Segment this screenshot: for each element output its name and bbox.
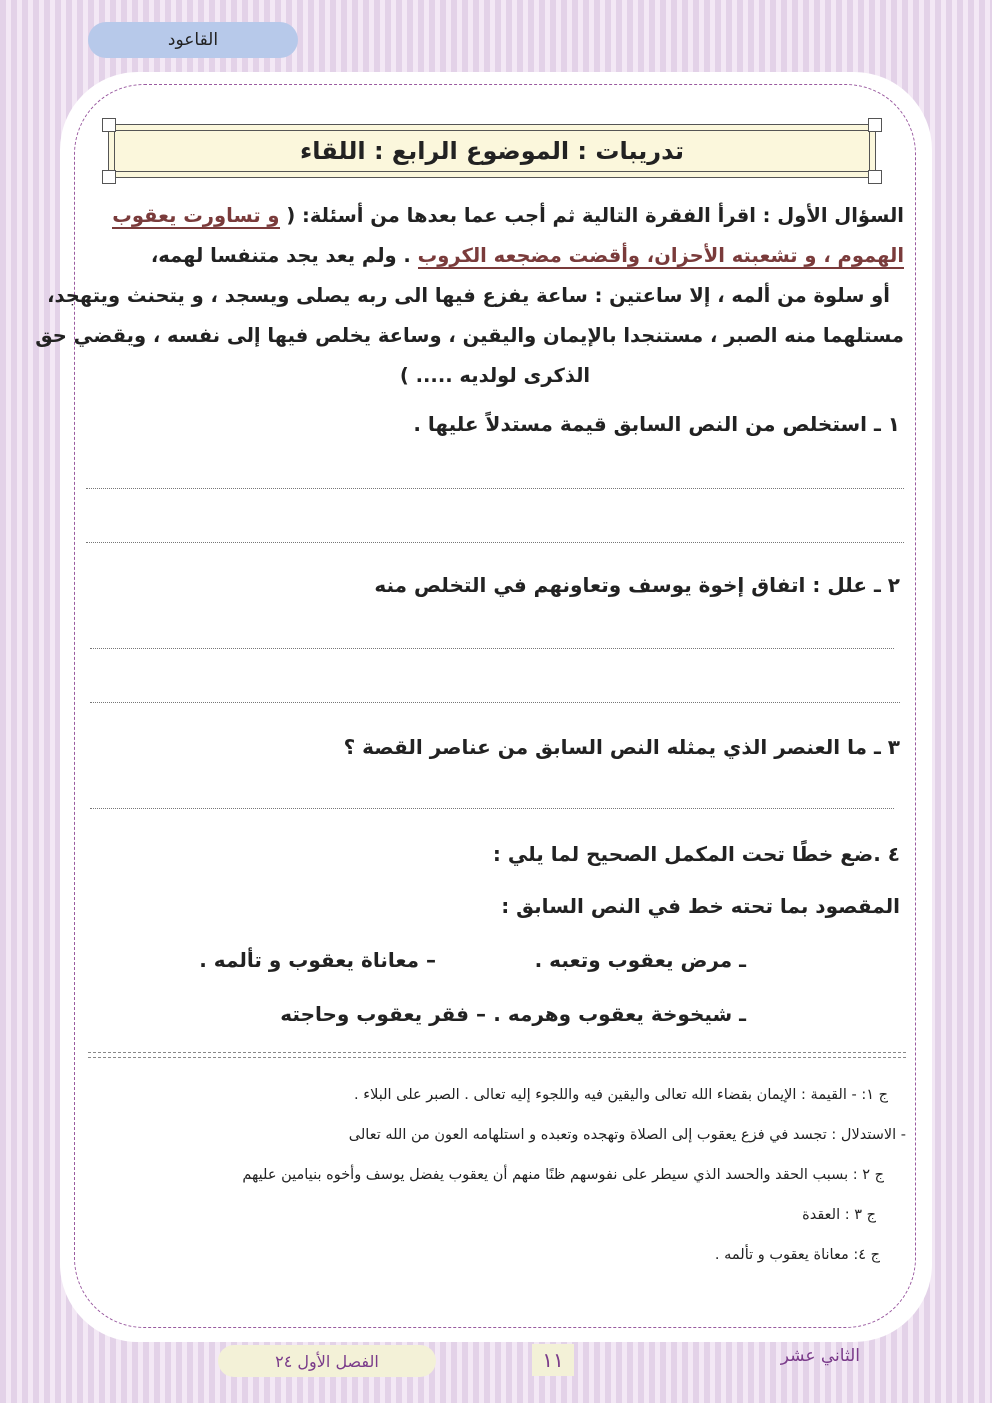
passage-line — [86, 196, 904, 236]
answer-3: ج ٣ : العقدة — [802, 1207, 876, 1223]
passage-text: . ولم يعد يجد متنفسا لهمه، — [150, 244, 418, 267]
answer-line — [86, 542, 904, 543]
frame-corner-ornament — [868, 118, 882, 132]
term-label-text: الفصل الأول ٢٤ — [275, 1351, 379, 1371]
question-4: ٤ .ضع خطًا تحت المكمل الصحيح لما يلي : — [492, 842, 900, 866]
option-3: ـ شيخوخة يعقوب وهرمه . — [493, 1002, 746, 1026]
question-1: ١ ـ استخلص من النص السابق قيمة مستدلاً عليها . — [413, 412, 900, 436]
reading-passage — [35, 196, 904, 396]
page-number-text: ١١ — [542, 1348, 564, 1372]
answers-separator — [88, 1052, 906, 1058]
option-4: – فقر يعقوب وحاجته — [280, 1002, 486, 1026]
frame-corner-ornament — [102, 170, 116, 184]
passage-line: مستلهما منه الصبر ، مستنجدا بالإيمان واليقين ، وساعة يخلص فيها إلى نفسه ، ويقضي حق — [35, 324, 904, 347]
answer-line — [90, 648, 894, 649]
passage-line: أو سلوة من ألمه ، إلا ساعتين : ساعة يفزع فيها الى ربه يصلى ويسجد ، و يتحنث ويتهجد، — [47, 284, 890, 307]
author-tag — [88, 22, 298, 58]
passage-line — [86, 236, 904, 276]
question-4-stem: المقصود بما تحته خط في النص السابق : — [501, 894, 900, 918]
question-1-intro: السؤال الأول : اقرأ الفقرة التالية ثم أجب عما بعدها من أسئلة: ( — [279, 204, 904, 227]
answer-4: ج ٤: معاناة يعقوب و تألمه . — [714, 1247, 880, 1263]
answer-line — [86, 488, 904, 489]
answer-line — [90, 702, 900, 703]
page-title: تدريبات : الموضوع الرابع : اللقاء — [300, 137, 684, 165]
option-2: – معاناة يعقوب و تألمه . — [199, 948, 436, 972]
author-tag-text: القاعود — [167, 30, 219, 50]
option-1: ـ مرض يعقوب وتعبه . — [534, 948, 746, 972]
question-3: ٣ ـ ما العنصر الذي يمثله النص السابق من عناصر القصة ؟ — [343, 735, 900, 759]
frame-corner-ornament — [868, 170, 882, 184]
frame-corner-ornament — [102, 118, 116, 132]
title-frame — [108, 124, 876, 178]
question-2: ٢ ـ علل : اتفاق إخوة يوسف وتعاونهم في التخلص منه — [374, 573, 900, 597]
answer-1: ج ١: - القيمة : الإيمان بقضاء الله تعالى واليقين فيه واللجوء إليه تعالى . الصبر على البلاء . — [354, 1087, 888, 1103]
answer-line — [90, 808, 894, 809]
grade-label: الثاني عشر — [780, 1346, 860, 1366]
underlined-phrase: الهموم ، و تشعبته الأحزان، وأقضت مضجعه الكروب — [417, 244, 904, 267]
passage-line: الذكرى لولديه ..... ) — [399, 364, 591, 387]
answer-2: ج ٢ : بسبب الحقد والحسد الذي سيطر على نفوسهم ظنًا منهم أن يعقوب يفضل يوسف وأخوه بنيامين عليهم — [242, 1167, 884, 1183]
answer-1-evidence: - الاستدلال : تجسد في فزع يعقوب إلى الصلاة وتهجده وتعبده و استلهامه العون من الله تعالى — [348, 1127, 906, 1143]
page-number — [532, 1344, 574, 1376]
term-label — [218, 1345, 436, 1377]
underlined-phrase: و تساورت يعقوب — [112, 204, 280, 227]
